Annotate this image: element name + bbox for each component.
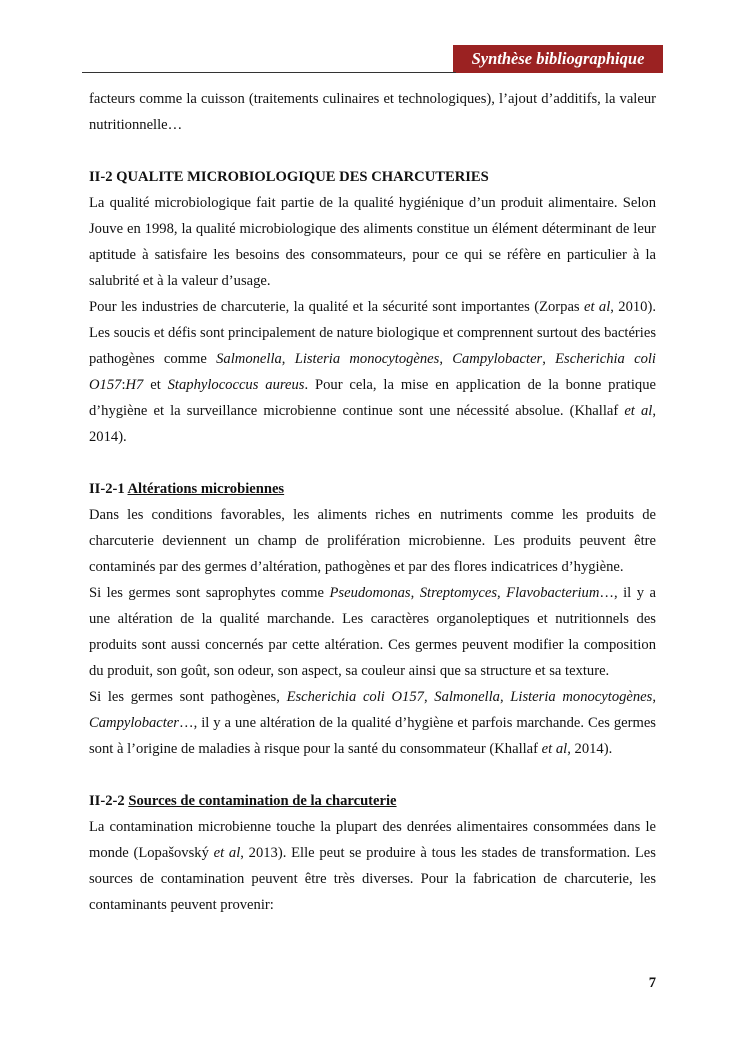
document-body: [89, 86, 656, 918]
section-heading-ii-2-2: II-2-2 Sources de contamination de la charcuterie: [89, 793, 397, 809]
intro-paragraph: facteurs comme la cuisson (traitements culinaires et technologiques), l’ajout d’additifs, la valeur nutritionnelle…: [89, 91, 656, 133]
paragraph-charcuterie-industry: Pour les industries de charcuterie, la qualité et la sécurité sont importantes (Zorpas et al, 2010). Les soucis et défis sont principalement de nature biologique et comprennent surtout des bactéries pathogènes comme Salmonella, Listeria monocytogènes, Campylobacter, Escherichia coli O157:H7 et Staphylococcus aureus. Pour cela, la mise en application de la bonne pratique d’hygiène et la surveillance microbienne continue sont une nécessité absolue. (Khallaf et al, 2014).: [89, 299, 656, 445]
paragraph-favorable-conditions: Dans les conditions favorables, les aliments riches en nutriments comme les produits de charcuterie deviennent un champ de prolifération microbienne. Les produits peuvent être contaminés par des germes d’altération, pathogènes et par des flores indicatrices d’hygiène.: [89, 507, 656, 575]
header-rule: [82, 72, 456, 73]
paragraph-microbio-quality: La qualité microbiologique fait partie de la qualité hygiénique d’un produit alimentaire. Selon Jouve en 1998, la qualité microbiologique des aliments constitue un élément déterminant de leur aptitude à satisfaire les besoins des consommateurs, pour ce qui se réfère en particulier à la salubrité et à la valeur d’usage.: [89, 195, 656, 289]
paragraph-pathogens: Si les germes sont pathogènes, Escherichia coli O157, Salmonella, Listeria monocytogènes, Campylobacter…, il y a une altération de la qualité d’hygiène et parfois marchande. Ces germes sont à l’origine de maladies à risque pour la santé du consommateur (Khallaf et al, 2014).: [89, 689, 656, 757]
paragraph-saprophytes: Si les germes sont saprophytes comme Pseudomonas, Streptomyces, Flavobacterium…, il y a une altération de la qualité marchande. Les caractères organoleptiques et nutritionnels des produits sont aussi concernés par cette altération. Ces germes peuvent modifier la composition du produit, son goût, son odeur, son aspect, sa couleur ainsi que sa structure et sa texture.: [89, 585, 657, 679]
page-number: 7: [648, 975, 656, 991]
paragraph-contamination-sources: La contamination microbienne touche la plupart des denrées alimentaires consommées dans le monde (Lopašovský et al, 2013). Elle peut se produire à tous les stades de transformation. Les sources de contamination peuvent être très diverses. Pour la fabrication de charcuterie, les contaminants peuvent provenir:: [89, 819, 656, 913]
section-header-badge: Synthèse bibliographique: [453, 45, 663, 73]
section-heading-ii-2-1: II-2-1 Altérations microbiennes: [89, 481, 285, 497]
section-heading-ii-2: II-2 QUALITE MICROBIOLOGIQUE DES CHARCUTERIES: [89, 169, 489, 185]
